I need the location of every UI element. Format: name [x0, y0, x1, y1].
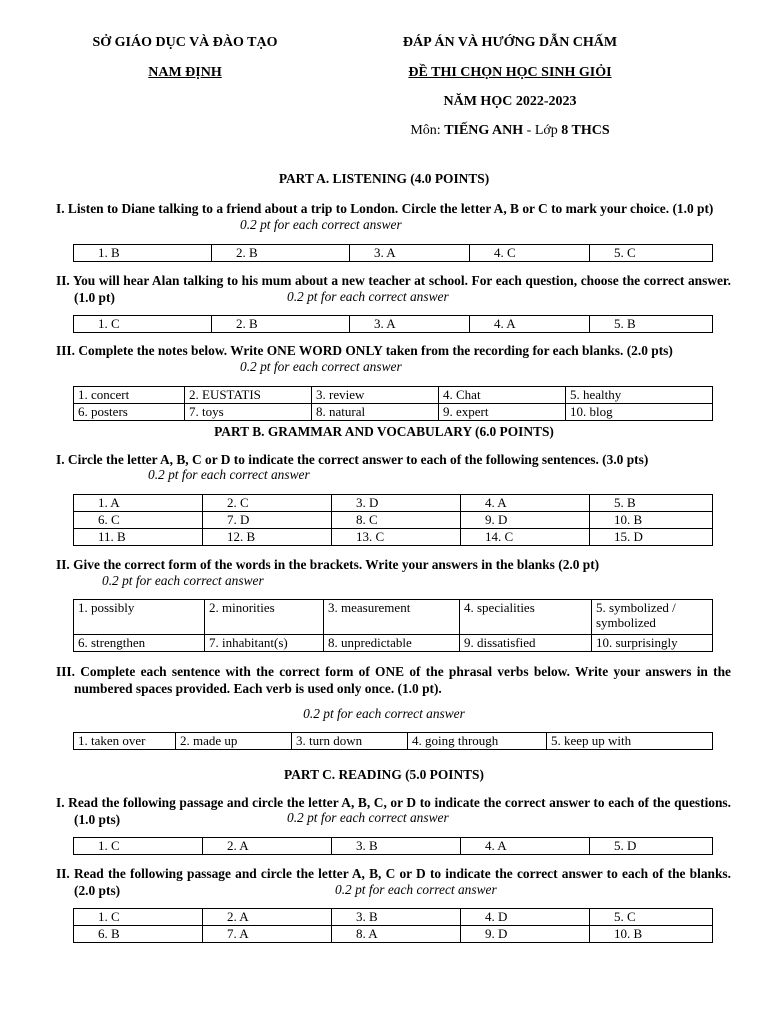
- subject-sep: - Lớp: [523, 123, 562, 138]
- answer-cell: 5. healthy: [566, 387, 713, 404]
- answer-cell: 6. posters: [74, 404, 185, 421]
- part-b-q2-answers: [73, 599, 713, 652]
- answer-cell: 1. concert: [74, 387, 185, 404]
- answer-cell: 1. A: [74, 495, 203, 512]
- answer-cell: 5. B: [590, 316, 713, 333]
- subject-line: [360, 123, 660, 139]
- answer-cell: 9. dissatisfied: [460, 635, 592, 652]
- part-a-q2-text: II. You will hear Alan talking to his mum about a new teacher at school. For each question, choose the correct answer. (1.0 pt): [56, 273, 731, 305]
- answer-cell: 7. D: [203, 512, 332, 529]
- part-a-q1-text: I. Listen to Diane talking to a friend about a trip to London. Circle the letter A, B or C to mark your choice. (1.0 pt): [56, 201, 714, 216]
- part-b-q2-text: II. Give the correct form of the words in the brackets. Write your answers in the blanks (2.0 pt): [56, 557, 600, 572]
- answer-cell: 5. B: [590, 495, 713, 512]
- part-c-q2-note: 0.2 pt for each correct answer: [335, 882, 497, 897]
- exam-title-text: ĐỀ THI CHỌN HỌC SINH GIỎI: [408, 65, 612, 80]
- part-a-q2-answers: [73, 315, 713, 333]
- answer-cell: 12. B: [203, 529, 332, 546]
- answer-cell: 5. D: [590, 838, 713, 855]
- answer-cell: 8. unpredictable: [324, 635, 460, 652]
- answer-cell: 8. natural: [312, 404, 439, 421]
- answer-cell: 6. C: [74, 512, 203, 529]
- part-a-q3-answers: [73, 386, 713, 421]
- part-c-q1-text: I. Read the following passage and circle the letter A, B, C, or D to indicate the correct answer to each of the questions. (1.0 pts): [56, 795, 731, 827]
- part-a-q1-note: 0.2 pt for each correct answer: [240, 217, 402, 232]
- part-b-q2: [56, 556, 713, 573]
- subject-grade: 8 THCS: [561, 123, 610, 138]
- answer-cell: 7. toys: [185, 404, 312, 421]
- answer-cell: 8. C: [332, 512, 461, 529]
- answer-cell: 2. A: [203, 909, 332, 926]
- subject-name: TIẾNG ANH: [444, 123, 524, 138]
- answer-cell: 8. A: [332, 926, 461, 943]
- part-b-q1: [56, 451, 731, 468]
- answer-cell: 7. A: [203, 926, 332, 943]
- subject-prefix: Môn:: [410, 123, 445, 138]
- part-b-q3: [56, 663, 731, 697]
- answer-cell: 3. B: [332, 909, 461, 926]
- answer-cell: 1. B: [74, 245, 212, 262]
- answer-cell: 10. surprisingly: [592, 635, 713, 652]
- answer-cell: 5. keep up with: [547, 733, 713, 750]
- answer-cell: 4. D: [461, 909, 590, 926]
- part-b-q1-note: 0.2 pt for each correct answer: [148, 467, 310, 482]
- part-a-title: PART A. LISTENING (4.0 POINTS): [278, 171, 490, 186]
- answer-cell: 2. B: [212, 316, 350, 333]
- part-c-q2-answers: [73, 908, 713, 943]
- part-a-q1-answers: [73, 244, 713, 262]
- answer-cell: 4. Chat: [439, 387, 566, 404]
- part-a-q3-text: III. Complete the notes below. Write ONE WORD ONLY taken from the recording for each blanks. (2.0 pts): [56, 343, 673, 358]
- answer-cell: 1. taken over: [74, 733, 176, 750]
- part-a-q2-note: 0.2 pt for each correct answer: [287, 289, 449, 304]
- answer-cell: 1. possibly: [74, 600, 205, 635]
- answer-cell: 9. D: [461, 512, 590, 529]
- answer-cell: 10. B: [590, 512, 713, 529]
- part-a-q1: [56, 200, 731, 217]
- answer-cell: 4. A: [461, 495, 590, 512]
- answer-cell: 5. C: [590, 245, 713, 262]
- part-b-q3-answers: [73, 732, 713, 750]
- answer-cell: 2. minorities: [205, 600, 324, 635]
- answer-cell: 3. B: [332, 838, 461, 855]
- part-b-q1-answers: [73, 494, 713, 546]
- answer-cell: 2. made up: [176, 733, 292, 750]
- answer-cell: 14. C: [461, 529, 590, 546]
- part-c-q1-answers: [73, 837, 713, 855]
- answer-cell: 2. C: [203, 495, 332, 512]
- part-c-title: PART C. READING (5.0 POINTS): [284, 767, 484, 782]
- answer-cell: 3. review: [312, 387, 439, 404]
- part-b-q1-text: I. Circle the letter A, B, C or D to indicate the correct answer to each of the following sentences. (3.0 pts): [56, 452, 649, 467]
- answer-cell: 2. B: [212, 245, 350, 262]
- answer-cell: 9. expert: [439, 404, 566, 421]
- part-c-q1-note: 0.2 pt for each correct answer: [287, 810, 449, 825]
- answer-cell: 4. specialities: [460, 600, 592, 635]
- answer-cell: 4. going through: [408, 733, 547, 750]
- answer-cell: 3. D: [332, 495, 461, 512]
- answer-cell: 15. D: [590, 529, 713, 546]
- part-b-title: PART B. GRAMMAR AND VOCABULARY (6.0 POINTS): [214, 424, 554, 439]
- part-b-q3-text: III. Complete each sentence with the correct form of ONE of the phrasal verbs below. Write your answers in the numbered spaces provided. Each verb is used only once. (1.0 pt).: [56, 664, 731, 696]
- province-name-text: NAM ĐỊNH: [148, 65, 222, 80]
- answer-cell: 5. symbolized / symbolized: [592, 600, 713, 635]
- answer-cell: 4. C: [470, 245, 590, 262]
- part-b-q2-note: 0.2 pt for each correct answer: [102, 573, 264, 588]
- exam-title: [360, 65, 660, 81]
- answer-cell: 6. B: [74, 926, 203, 943]
- doc-title: ĐÁP ÁN VÀ HƯỚNG DẪN CHẤM: [402, 35, 618, 50]
- part-b-q3-note: 0.2 pt for each correct answer: [303, 706, 465, 721]
- answer-cell: 3. measurement: [324, 600, 460, 635]
- answer-cell: 9. D: [461, 926, 590, 943]
- answer-cell: 3. A: [350, 316, 470, 333]
- answer-cell: 4. A: [470, 316, 590, 333]
- answer-cell: 3. A: [350, 245, 470, 262]
- department-name: SỞ GIÁO DỤC VÀ ĐÀO TẠO: [92, 35, 278, 50]
- province-name: [40, 65, 330, 81]
- part-a-q3: [56, 342, 731, 359]
- answer-cell: 2. EUSTATIS: [185, 387, 312, 404]
- answer-cell: 6. strengthen: [74, 635, 205, 652]
- answer-cell: 4. A: [461, 838, 590, 855]
- answer-cell: 13. C: [332, 529, 461, 546]
- answer-cell: 1. C: [74, 838, 203, 855]
- answer-cell: 1. C: [74, 316, 212, 333]
- part-a-q3-note: 0.2 pt for each correct answer: [240, 359, 402, 374]
- part-c-q2-text: II. Read the following passage and circle the letter A, B, C or D to indicate the correct answer to each of the blanks. (2.0 pts): [56, 866, 731, 898]
- answer-cell: 7. inhabitant(s): [205, 635, 324, 652]
- answer-cell: 2. A: [203, 838, 332, 855]
- school-year: NĂM HỌC 2022-2023: [443, 94, 577, 109]
- answer-cell: 10. blog: [566, 404, 713, 421]
- answer-cell: 3. turn down: [292, 733, 408, 750]
- answer-cell: 1. C: [74, 909, 203, 926]
- answer-cell: 11. B: [74, 529, 203, 546]
- answer-cell: 10. B: [590, 926, 713, 943]
- answer-cell: 5. C: [590, 909, 713, 926]
